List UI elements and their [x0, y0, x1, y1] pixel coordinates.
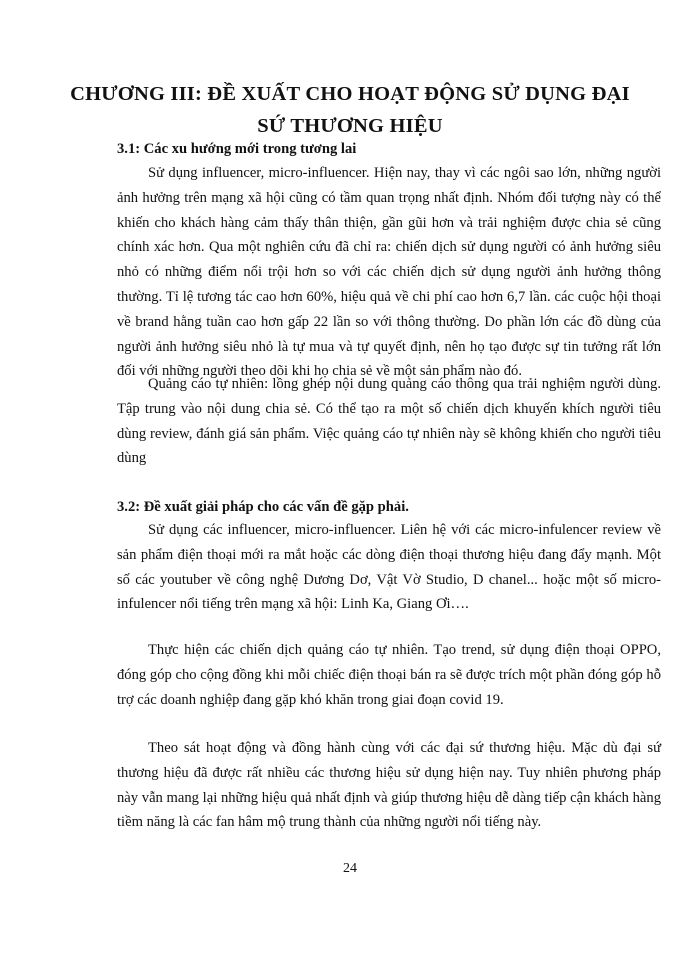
paragraph-native-campaign-solution: Thực hiện các chiến dịch quảng cáo tự nhiên. Tạo trend, sử dụng điện thoại OPPO, đóng góp cho cộng đồng khi mỗi chiếc điện thoại bán ra sẽ được trích một phần đóng góp hỗ trợ các doanh nghiệp đang gặp khó khăn trong giai đoạn covid 19.	[117, 642, 661, 708]
paragraph-influencer-solution: Sử dụng các influencer, micro-influencer. Liên hệ với các micro-infulencer review về sản phẩm điện thoại mới ra mắt hoặc các dòng điện thoại thương hiệu đang đẩy mạnh. Một số các youtuber về công nghệ Dương Dơ, Vật Vờ Studio, D chanel... hoặc một số micro-infulencer nổi tiếng trên mạng xã hội: Linh Ka, Giang Ơi….	[117, 522, 661, 613]
paragraph-brand-ambassador-solution: Theo sát hoạt động và đồng hành cùng với các đại sứ thương hiệu. Mặc dù đại sứ thương hiệu đã được rất nhiều các thương hiệu sử dụng hiện nay. Tuy nhiên phương pháp này vẫn mang lại những hiệu quả nhất định và giúp thương hiệu dễ dàng tiếp cận khách hàng tiềm năng là các fan hâm mộ trung thành của những người nổi tiếng này.	[117, 740, 661, 831]
chapter-title-line-1: CHƯƠNG III: ĐỀ XUẤT CHO HOẠT ĐỘNG SỬ DỤNG ĐẠI	[70, 83, 630, 105]
paragraph-native-advertising: Quảng cáo tự nhiên: lồng ghép nội dung quảng cáo thông qua trải nghiệm người dùng. Tập trung vào nội dung chia sẻ. Có thể tạo ra một số chiến dịch khuyến khích người tiêu dùng review, đánh giá sản phẩm. Việc quảng cáo tự nhiên này sẽ không khiến cho người tiêu dùng	[117, 376, 661, 467]
section-heading-3-2: 3.2: Đề xuất giải pháp cho các vấn đề gặp phải.	[117, 499, 409, 515]
chapter-title	[60, 78, 640, 142]
page-number: 24	[343, 861, 357, 876]
paragraph-micro-influencer: Sử dụng influencer, micro-influencer. Hiện nay, thay vì các ngôi sao lớn, những người ảnh hưởng trên mạng xã hội cũng có tầm quan trọng nhất định. Nhóm đối tượng này có thể khiến cho khách hàng cảm thấy thân thiện, gần gũi hơn và trải nghiệm được chia sẻ cũng chính xác hơn. Qua một nghiên cứu đã chỉ ra: chiến dịch sử dụng người có ảnh hưởng siêu nhỏ có những điểm nổi trội hơn so với các chiến dịch sử dụng người ảnh hưởng thông thường. Tỉ lệ tương tác cao hơn 60%, hiệu quả về chi phí cao hơn 6,7 lần. các cuộc hội thoại về brand hằng tuần cao hơn gấp 22 lần so với thông thường. Do phần lớn các đồ dùng của người ảnh hưởng siêu nhỏ là tự mua và tự quyết định, nên họ tạo được sự tin tưởng rất lớn đối với những người theo dõi khi họ chia sẻ về một sản phẩm nào đó.	[117, 165, 661, 380]
section-heading-3-1: 3.1: Các xu hướng mới trong tương lai	[117, 141, 357, 157]
chapter-title-line-2: SỨ THƯƠNG HIỆU	[257, 115, 443, 137]
